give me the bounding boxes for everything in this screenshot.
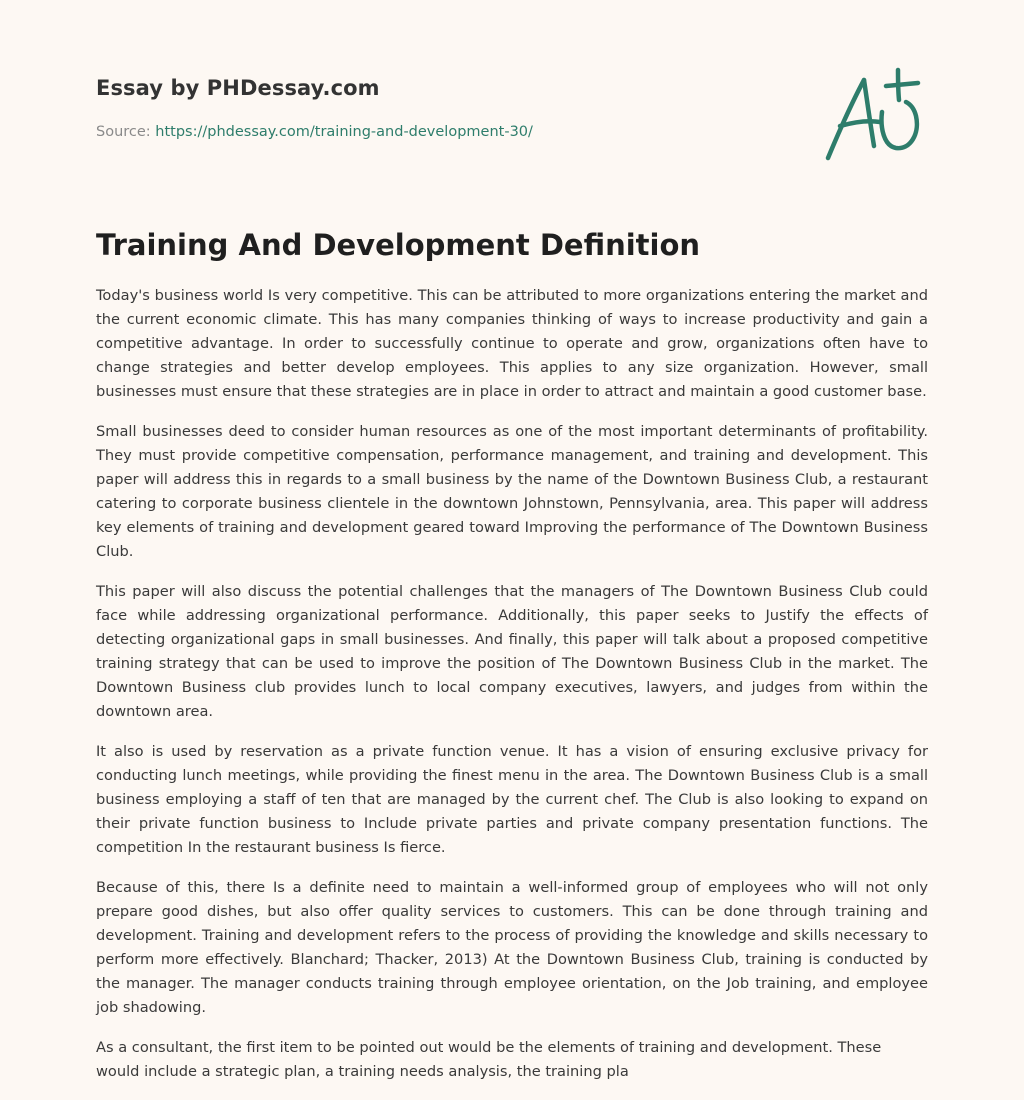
essay-paragraph: Small businesses deed to consider human resources as one of the most important determinants of profitability. They must provide competitive compensation, performance management, and training and development. This paper will address this in regards to a small business by the name of the Downtown Business Club, a restaurant catering to corporate business clientele in the downtown Johnstown, Pennsylvania, area. This paper will address key elements of training and development geared toward Improving the performance of The Downtown Business Club. (96, 423, 928, 560)
essay-paragraph: As a consultant, the first item to be pointed out would be the elements of training and development. These would include a strategic plan, a training needs analysis, the training pla (96, 1039, 882, 1080)
a-plus-grade-icon (818, 64, 930, 168)
source-line (96, 124, 533, 140)
essay-paragraph: Because of this, there Is a definite need to maintain a well-informed group of employees who will not only prepare good dishes, but also offer quality services to customers. This can be done through training and development. Training and development refers to the process of providing the knowledge and skills necessary to perform more effectively. Blanchard; Thacker, 2013) At the Downtown Business Club, training is conducted by the manager. The manager conducts training through employee orientation, on the Job training, and employee job shadowing. (96, 879, 928, 1016)
source-link[interactable]: https://phdessay.com/training-and-development-30/ (155, 124, 533, 140)
source-label: Source: (96, 124, 156, 140)
essay-paragraph: This paper will also discuss the potential challenges that the managers of The Downtown Business Club could face while addressing organizational performance. Additionally, this paper seeks to Justify the effects of detecting organizational gaps in small businesses. And finally, this paper will talk about a proposed competitive training strategy that can be used to improve the position of The Downtown Business Club in the market. The Downtown Business club provides lunch to local company executives, lawyers, and judges from within the downtown area. (96, 583, 928, 720)
essay-paragraph: Today's business world Is very competitive. This can be attributed to more organizations entering the market and the current economic climate. This has many companies thinking of ways to increase productivity and gain a competitive advantage. In order to successfully continue to operate and grow, organizations often have to change strategies and better develop employees. This applies to any size organization. However, small businesses must ensure that these strategies are in place in order to attract and maintain a good customer base. (96, 287, 928, 400)
essay-body (96, 284, 928, 1100)
site-title: Essay by PHDessay.com (96, 76, 380, 100)
essay-title: Training And Development Definition (96, 228, 701, 262)
essay-paragraph: It also is used by reservation as a private function venue. It has a vision of ensuring exclusive privacy for conducting lunch meetings, while providing the finest menu in the area. The Downtown Business Club is a small business employing a staff of ten that are managed by the current chef. The Club is also looking to expand on their private function business to Include private parties and private company presentation functions. The competition In the restaurant business Is fierce. (96, 743, 928, 856)
